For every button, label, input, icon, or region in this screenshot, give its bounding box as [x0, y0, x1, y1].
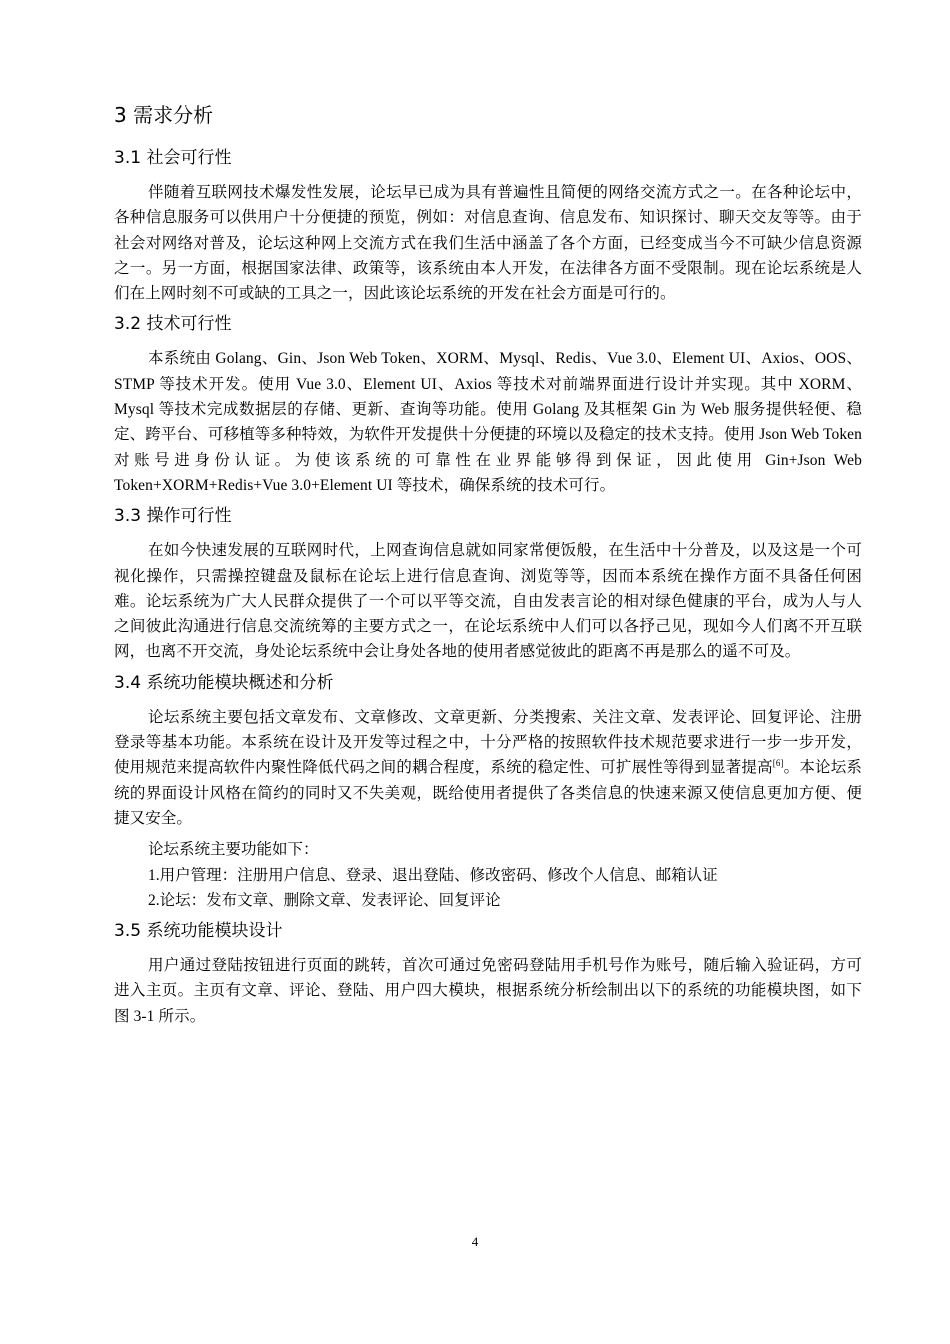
section-heading: 3.4 系统功能模块概述和分析	[114, 672, 334, 693]
function-list-item: 1.用户管理：注册用户信息、登录、退出登陆、修改密码、修改个人信息、邮箱认证	[148, 866, 718, 884]
section-paragraph: 本系统由 Golang、Gin、Json Web Token、XORM、Mysql、Redis、Vue 3.0、Element UI、Axios、OOS、STMP 等技术开发。使用 Vue 3.0、Element UI、Axios 等技术对前端界面进行设计并实现。其中 XORM、Mysql 等技术完成数据层的存储、更新、查询等功能。使用 Golang 及其框架 Gin 为 Web 服务提供轻便、稳定、跨平台、可移植等多种特效，为软件开发提供十分便捷的环境以及稳定的技术支持。使用 Json Web Token 对账号进身份认证。为使该系统的可靠性在业界能够得到保证，因此使用 Gin+Json Web Token+XORM+Redis+Vue 3.0+Element UI 等技术，确保系统的技术可行。	[114, 350, 862, 494]
paragraph-text: 论坛系统主要包括文章发布、文章修改、文章更新、分类搜索、关注文章、发表评论、回复评论、注册登录等基本功能。本系统在设计及开发等过程之中，十分严格的按照软件技术规范要求进行一步一步开发，使用规范来提高软件内聚性降低代码之间的耦合程度，系统的稳定性、可扩展性等得到显著提高	[114, 708, 862, 777]
citation-reference: [6]	[772, 758, 784, 769]
section-paragraph	[114, 705, 862, 831]
section-module-design	[114, 919, 862, 1029]
section-heading: 3.5 系统功能模块设计	[114, 921, 283, 942]
section-paragraph: 伴随着互联网技术爆发性发展，论坛早已成为具有普遍性且简便的网络交流方式之一。在各种论坛中，各种信息服务可以供用户十分便捷的预览，例如：对信息查询、信息发布、知识探讨、聊天交友等等。由于社会对网络对普及，论坛这种网上交流方式在我们生活中涵盖了各个方面，已经变成当今不可缺少信息资源之一。另一方面，根据国家法律、政策等，该系统由本人开发，在法律各方面不受限制。现在论坛系统是人们在上网时刻不可或缺的工具之一，因此该论坛系统的开发在社会方面是可行的。	[114, 184, 862, 303]
section-social-feasibility	[114, 146, 862, 306]
section-heading: 3.3 操作可行性	[114, 506, 232, 527]
function-list-intro: 论坛系统主要功能如下：	[148, 841, 319, 859]
function-list-item: 2.论坛：发布文章、删除文章、发表评论、回复评论	[148, 891, 501, 909]
section-function-overview	[114, 671, 862, 913]
section-paragraph: 用户通过登陆按钮进行页面的跳转，首次可通过免密码登陆用手机号作为账号，随后输入验证码，方可进入主页。主页有文章、评论、登陆、用户四大模块，根据系统分析绘制出以下的系统的功能模块图，如下图 3-1 所示。	[114, 957, 862, 1025]
paragraph-text: 。本论坛系统的界面设计风格在简约的同时又不失美观，既给使用者提供了各类信息的快速来源又使信息更加方便、便捷又安全。	[114, 759, 862, 827]
section-operational-feasibility	[114, 504, 862, 664]
page-number: 4	[471, 1234, 479, 1249]
section-technical-feasibility	[114, 312, 862, 498]
section-paragraph: 在如今快速发展的互联网时代，上网查询信息就如同家常便饭般，在生活中十分普及，以及这是一个可视化操作，只需操控键盘及鼠标在论坛上进行信息查询、浏览等等，因而本系统在操作方面不具备任何困难。论坛系统为广大人民群众提供了一个可以平等交流，自由发表言论的相对绿色健康的平台，成为人与人之间彼此沟通进行信息交流统筹的主要方式之一，在论坛系统中人们可以各抒己见，现如今人们离不开互联网，也离不开交流，身处论坛系统中会让身处各地的使用者感觉彼此的距离不再是那么的遥不可及。	[114, 542, 862, 661]
section-heading: 3.1 社会可行性	[114, 148, 232, 168]
chapter-title: 3 需求分析	[114, 103, 214, 127]
page-body	[114, 100, 862, 1035]
section-heading: 3.2 技术可行性	[114, 314, 232, 335]
